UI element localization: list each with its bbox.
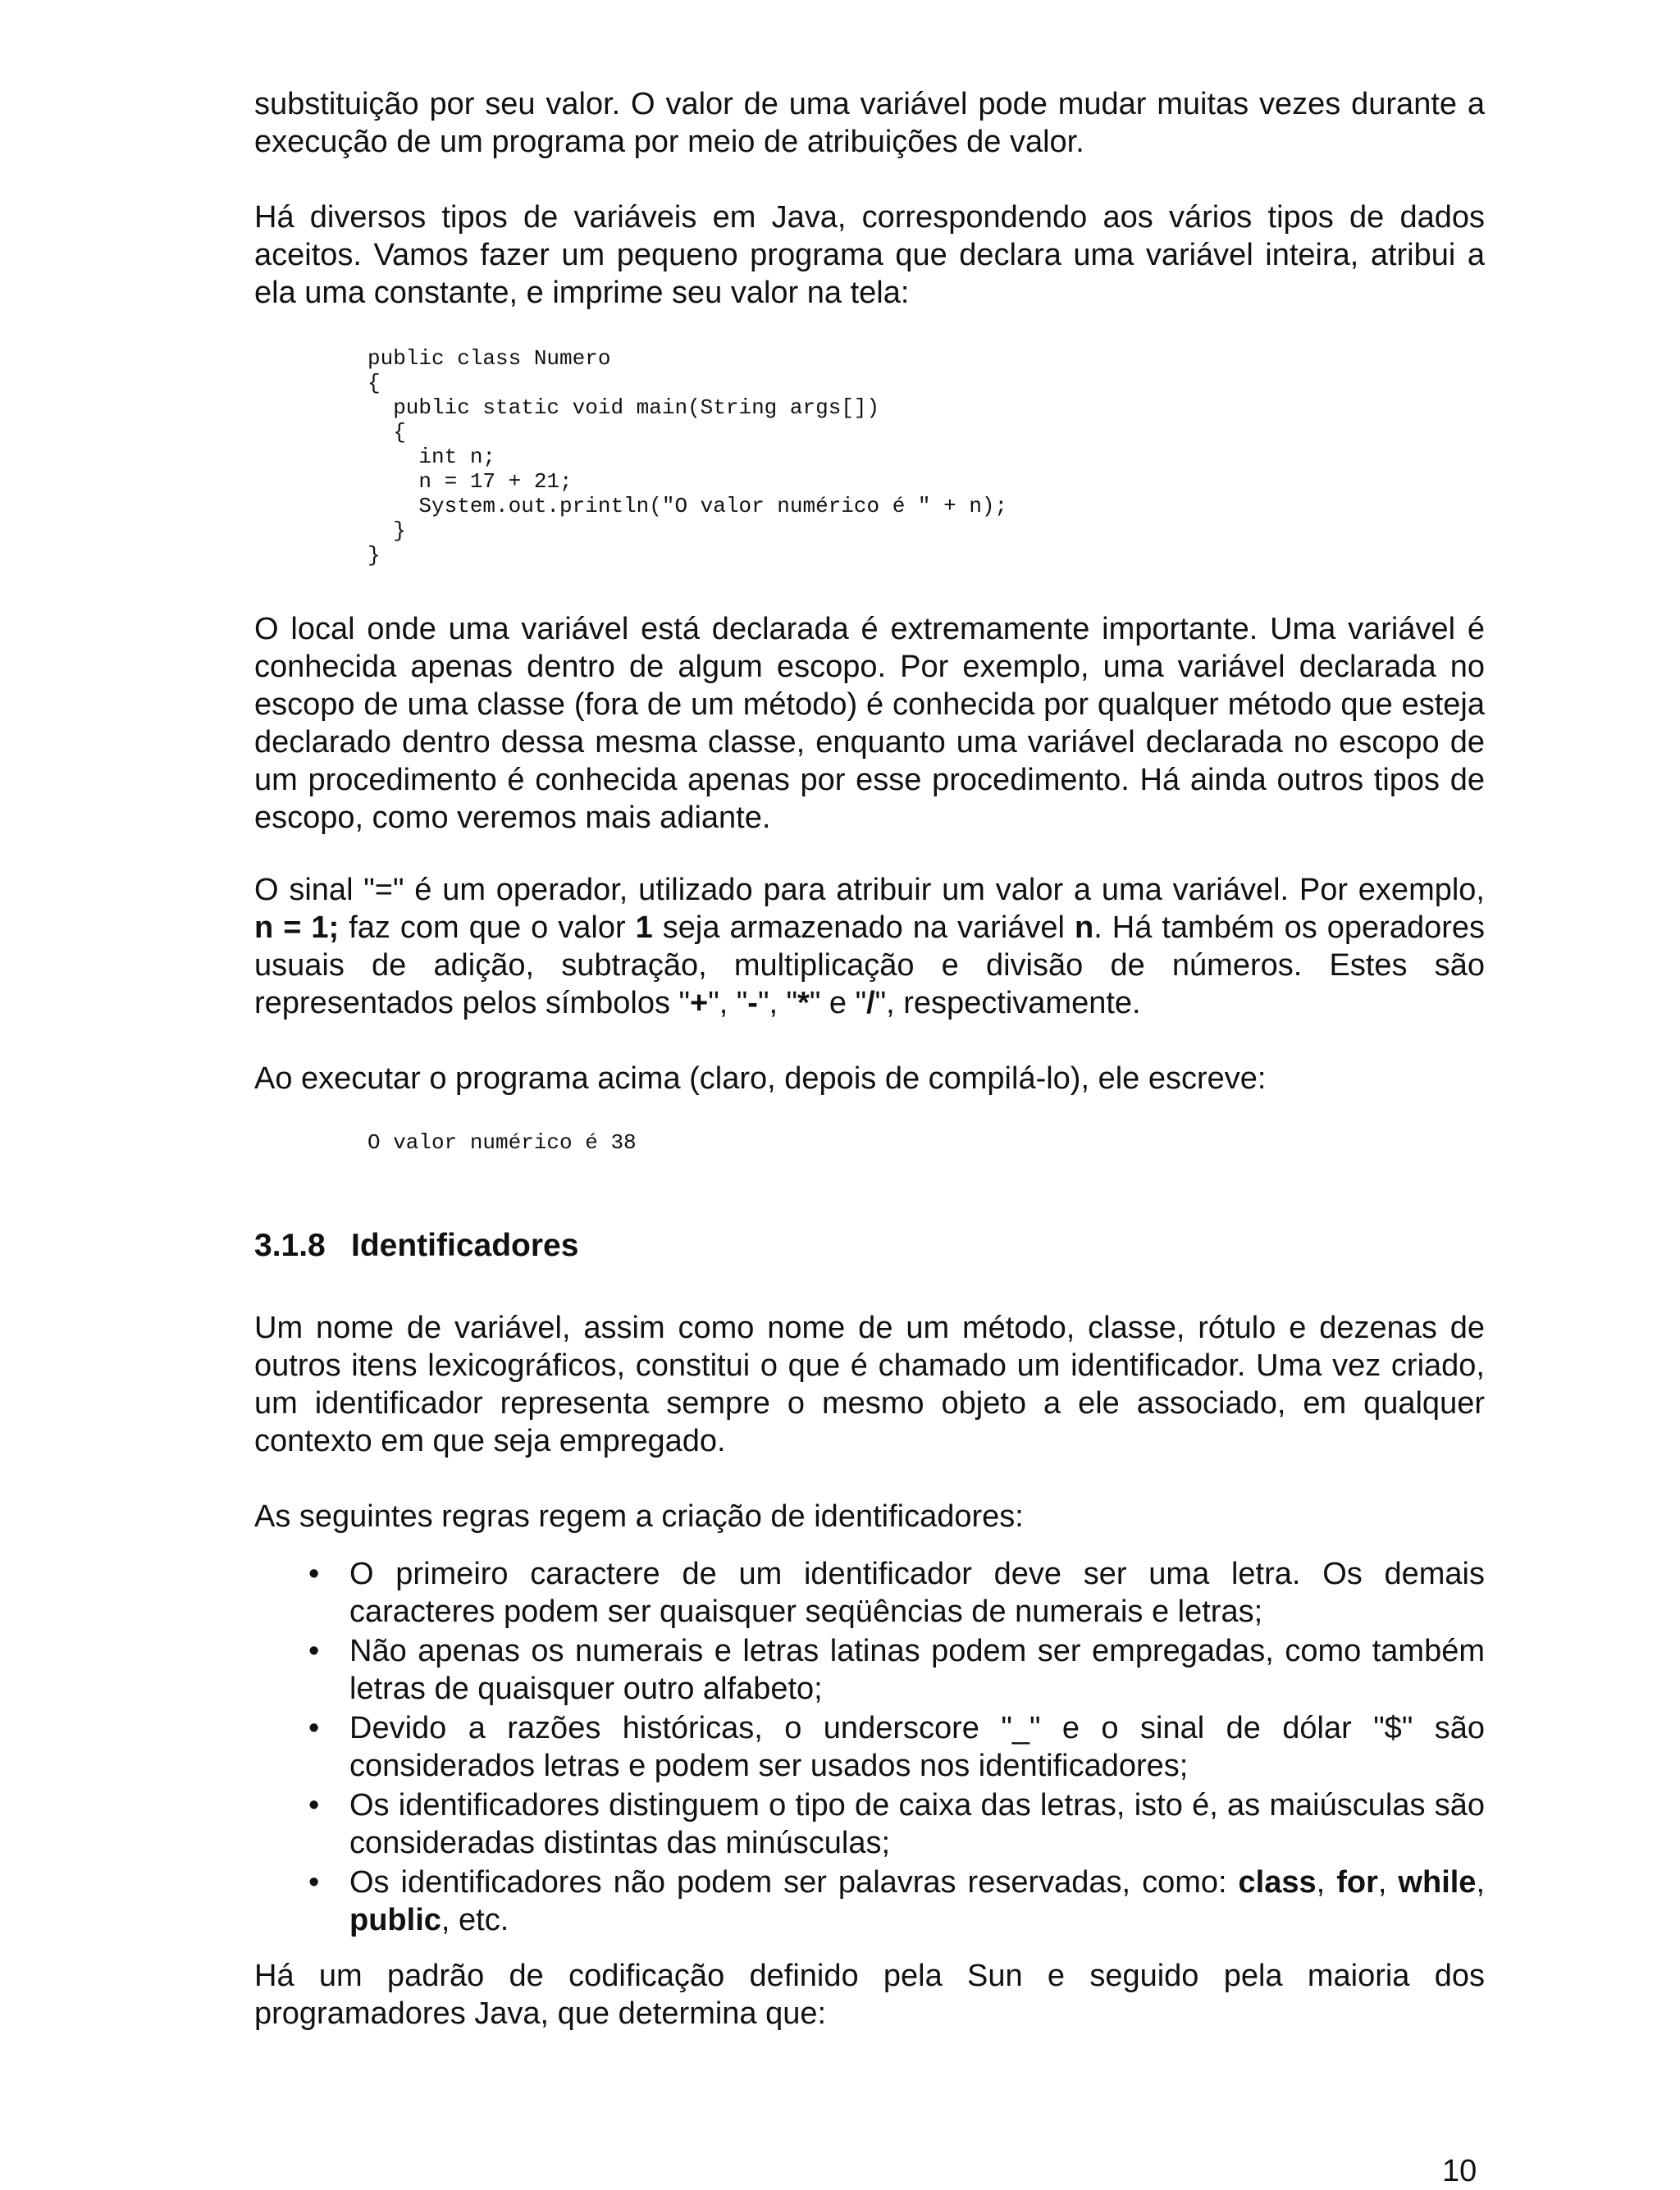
paragraph-variable-value: substituição por seu valor. O valor de uma variável pode mudar muitas vezes durante a execução de um programa por meio de atribuições de valor. <box>254 87 1485 159</box>
bullet-icon: • <box>308 1865 320 1900</box>
code-line: n = 17 + 21; <box>368 469 573 494</box>
paragraph-variable-types: Há diversos tipos de variáveis em Java, correspondendo aos vários tipos de dados aceitos. Vamos fazer um pequeno programa que declara uma variável inteira, atribui a ela uma constante, e imprime seu valor na tela: <box>254 200 1485 310</box>
program-output: O valor numérico é 38 <box>368 1130 637 1155</box>
paragraph-coding-standard: Há um padrão de codificação definido pela Sun e seguido pela maioria dos programadores Java, que determina que: <box>254 1959 1485 2031</box>
paragraph-scope: O local onde uma variável está declarada é extremamente importante. Uma variável é conhecida apenas dentro de algum escopo. Por exemplo, uma variável declarada no escopo de uma classe (fora de um método) é conhecida por qualquer método que esteja declarado dentro dessa mesma classe, enquanto uma variável declarada no escopo de um procedimento é conhecida apenas por esse procedimento. Há ainda outros tipos de escopo, como veremos mais adiante. <box>254 612 1485 835</box>
bullet-icon: • <box>308 1711 320 1745</box>
identifier-rules-list <box>254 1555 1485 1941</box>
section-number: 3.1.8 <box>254 1228 326 1263</box>
code-line: } <box>368 518 406 543</box>
code-line: int n; <box>368 445 496 469</box>
list-item: • Não apenas os numerais e letras latinas podem ser empregadas, como também letras de quaisquer outro alfabeto; <box>308 1634 1485 1706</box>
paragraph-operators: O sinal "=" é um operador, utilizado para atribuir um valor a uma variável. Por exemplo, n = 1; faz com que o valor 1 seja armazenado na variável n. Há também os operadores usuais de adição, subtração, multiplicação e divisão de números. Estes são representados pelos símbolos "+", "-", "*" e "/", respectivamente. <box>254 873 1486 1020</box>
code-line: public class Numero <box>368 346 611 371</box>
list-item: • Devido a razões históricas, o underscore "_" e o sinal de dólar "$" são considerados letras e podem ser usados nos identificadores; <box>308 1711 1485 1783</box>
paragraph-program-output-intro: Ao executar o programa acima (claro, depois de compilá-lo), ele escreve: <box>254 1061 1267 1096</box>
list-item: • Os identificadores distinguem o tipo de caixa das letras, isto é, as maiúsculas são consideradas distintas das minúsculas; <box>308 1788 1485 1860</box>
bullet-icon: • <box>308 1557 320 1591</box>
bullet-icon: • <box>308 1634 320 1668</box>
code-line: } <box>368 543 381 568</box>
code-line: { <box>368 371 381 395</box>
list-item: • O primeiro caractere de um identificador deve ser uma letra. Os demais caracteres podem ser quaisquer seqüências de numerais e letras; <box>308 1557 1485 1629</box>
code-line: System.out.println("O valor numérico é " + n); <box>368 494 1008 518</box>
list-item: • Os identificadores não podem ser palavras reservadas, como: class, for, while, public, etc. <box>308 1865 1486 1937</box>
paragraph-rules-intro: As seguintes regras regem a criação de identificadores: <box>254 1499 1024 1534</box>
code-line: public static void main(String args[]) <box>368 395 880 420</box>
section-heading <box>254 1227 578 1265</box>
bullet-icon: • <box>308 1788 320 1823</box>
paragraph-identifier-definition: Um nome de variável, assim como nome de um método, classe, rótulo e dezenas de outros itens lexicográficos, constitui o que é chamado um identificador. Uma vez criado, um identificador representa sempre o mesmo objeto a ele associado, em qualquer contexto em que seja empregado. <box>254 1311 1485 1458</box>
section-title: Identificadores <box>351 1228 579 1263</box>
code-line: { <box>368 420 406 445</box>
page-number: 10 <box>1442 2154 1477 2188</box>
